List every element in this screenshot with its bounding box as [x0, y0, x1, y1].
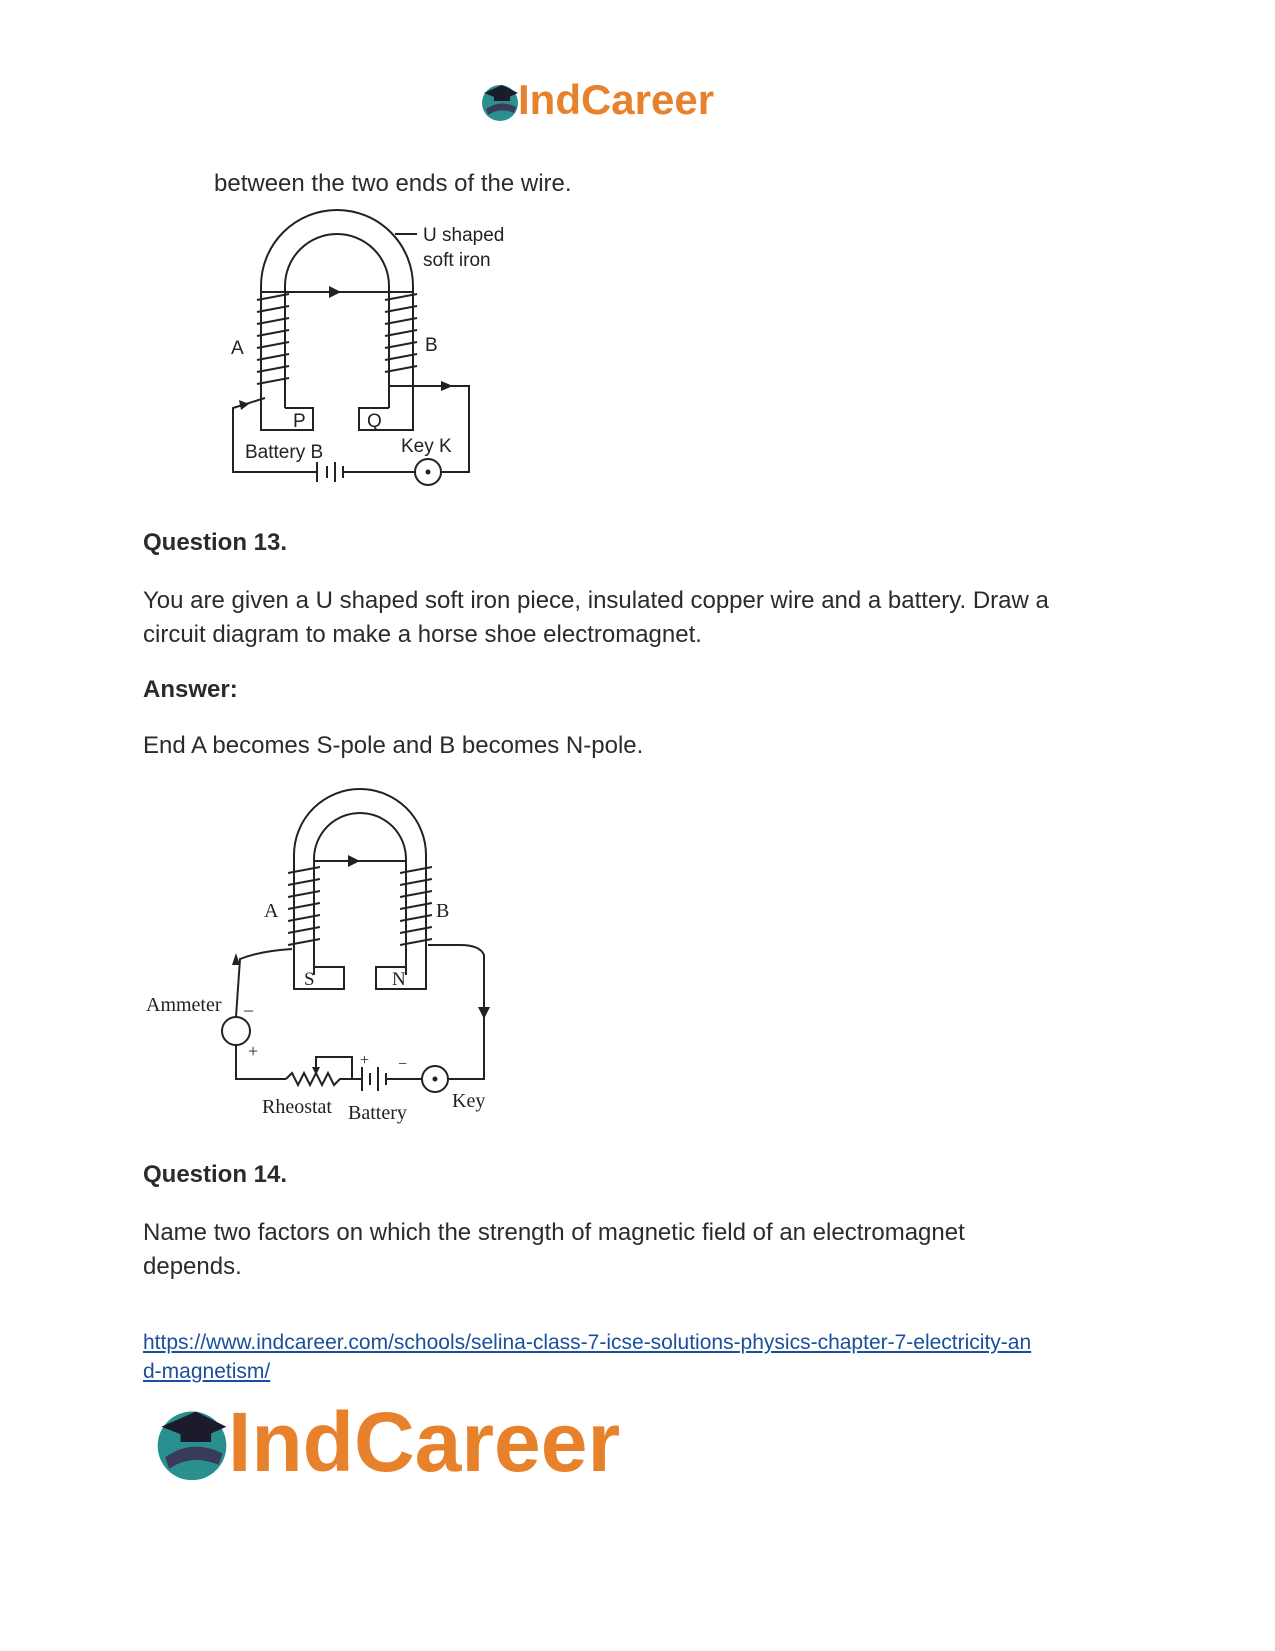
globe-graduation-cap-icon — [478, 79, 522, 123]
globe-graduation-cap-icon — [150, 1400, 234, 1484]
label-ammeter-minus: _ — [244, 993, 253, 1013]
label-key: Key — [452, 1090, 486, 1112]
header-logo — [478, 74, 748, 126]
label-u-shaped: U shaped — [423, 225, 505, 246]
label-ammeter: Ammeter — [146, 994, 222, 1016]
label-soft-iron: soft iron — [423, 250, 491, 271]
label-battery-plus: + — [360, 1052, 370, 1069]
label-rheostat: Rheostat — [262, 1096, 332, 1118]
question-13-heading: Question 13. — [143, 529, 288, 556]
label-battery: Battery — [348, 1102, 407, 1124]
answer-text: End A becomes S-pole and B becomes N-pole. — [143, 732, 644, 759]
figure-horseshoe-electromagnet-circuit — [140, 785, 520, 1135]
coil-a — [288, 867, 320, 945]
question-13-text: You are given a U shaped soft iron piece, insulated copper wire and a battery. Draw a circuit diagram to make a horse shoe electromagnet. — [143, 587, 1049, 648]
label-n: N — [392, 969, 406, 990]
label-key-k: Key K — [401, 436, 452, 457]
label-ammeter-plus: + — [248, 1041, 259, 1061]
header-logo-text: IndCareer — [518, 76, 715, 123]
coil-b — [400, 867, 432, 945]
question-14-text: Name two factors on which the strength of magnetic field of an electromagnet depends. — [143, 1219, 965, 1280]
footer-logo — [150, 1392, 670, 1492]
footer-logo-text: IndCareer — [228, 1395, 621, 1489]
source-url-link[interactable] — [143, 1328, 1143, 1386]
label-a: A — [264, 900, 279, 922]
label-b: B — [436, 900, 450, 922]
label-b: B — [425, 335, 438, 356]
figure-u-shaped-electromagnet — [225, 208, 525, 498]
label-a: A — [231, 338, 244, 359]
label-q: Q — [367, 411, 382, 432]
continuation-text: between the two ends of the wire. — [214, 170, 572, 197]
horseshoe-inner — [314, 813, 406, 975]
label-battery-minus: − — [398, 1056, 408, 1073]
source-url-line-1: https://www.indcareer.com/schools/selina-class-7-icse-solutions-physics-chapter-7-electricity-an — [143, 1331, 1032, 1354]
answer-heading: Answer: — [143, 676, 238, 703]
label-p: P — [293, 411, 306, 432]
label-s: S — [304, 969, 315, 990]
question-14-heading: Question 14. — [143, 1161, 288, 1188]
u-iron-inner — [285, 234, 389, 408]
source-url-line-2: d-magnetism/ — [143, 1360, 271, 1383]
label-battery-b: Battery B — [245, 442, 324, 463]
